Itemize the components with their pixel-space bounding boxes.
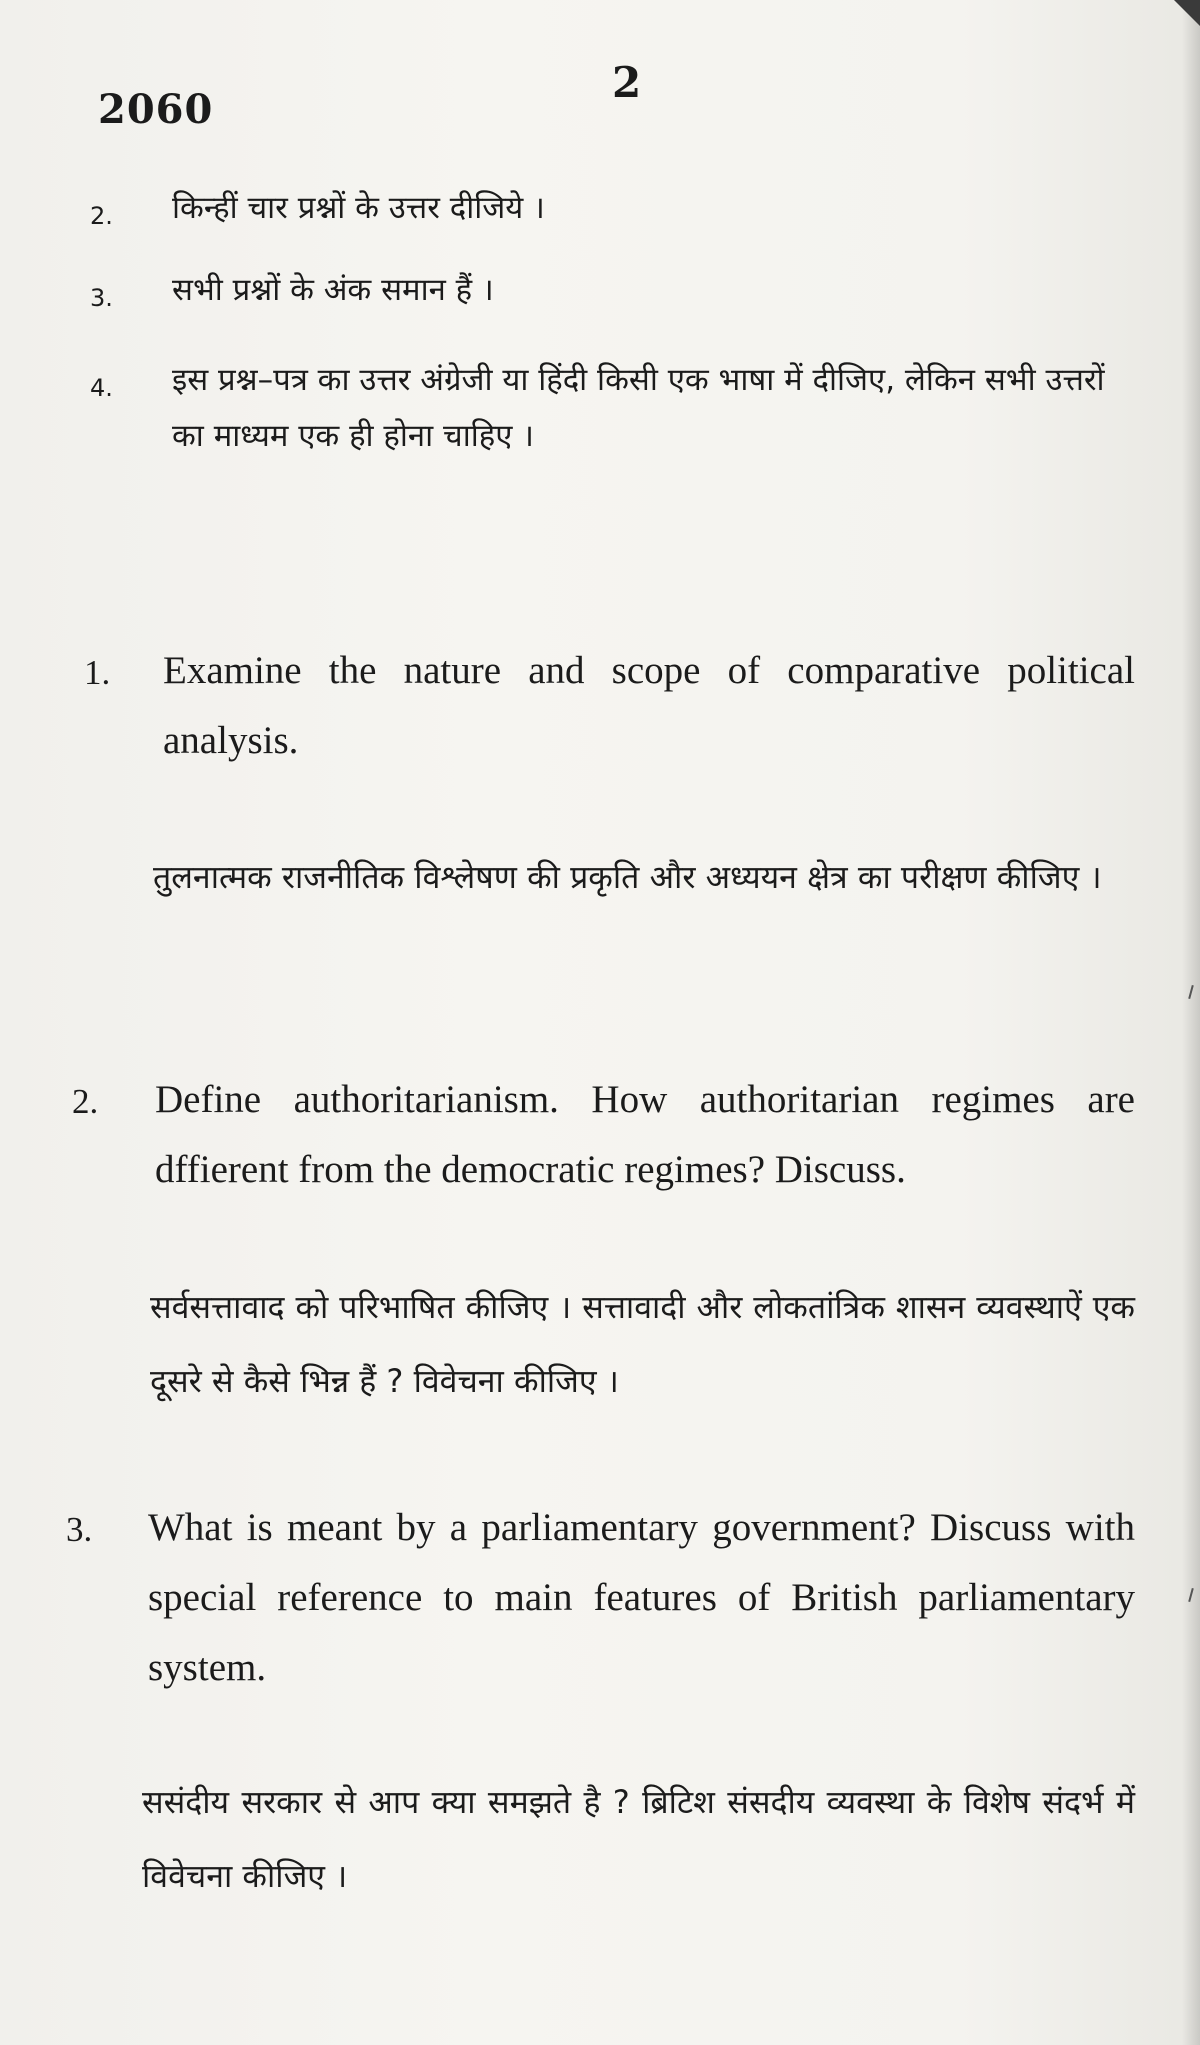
instruction-item: [90, 262, 1140, 318]
corner-fold-mark: [1174, 0, 1200, 26]
question-hindi-text: ससंदीय सरकार से आप क्या समझते है ? ब्रिटिश संसदीय व्यवस्था के विशेष संदर्भ में विवेचना कीजिए ।: [142, 1783, 1135, 1895]
question-hindi-text: सर्वसत्तावाद को परिभाषित कीजिए । सत्तावादी और लोकतांत्रिक शासन व्यवस्थाऐं एक दूसरे से कैसे भिन्न हैं ? विवेचना कीजिए ।: [150, 1288, 1135, 1400]
question-number: 2.: [72, 1082, 99, 1121]
paper-code: 2060: [98, 86, 214, 133]
question-number: 1.: [84, 653, 111, 692]
instruction-item: [90, 180, 1140, 236]
question-number: 3.: [66, 1510, 93, 1549]
instruction-number: 4.: [90, 374, 113, 402]
question-hindi-text: तुलनात्मक राजनीतिक विश्लेषण की प्रकृति और अध्ययन क्षेत्र का परीक्षण कीजिए ।: [153, 858, 1102, 896]
instruction-item: [90, 352, 1140, 464]
instruction-number: 2.: [90, 202, 113, 230]
instruction-text: इस प्रश्न–पत्र का उत्तर अंग्रेजी या हिंदी किसी एक भाषा में दीजिए, लेकिन सभी उत्तरों का माध्यम एक ही होना चाहिए ।: [172, 362, 1105, 454]
instruction-number: 3.: [90, 284, 113, 312]
page-number: 2: [612, 58, 642, 107]
instruction-text: सभी प्रश्नों के अंक समान हैं ।: [172, 272, 494, 308]
instruction-text: किन्हीं चार प्रश्नों के उत्तर दीजिये ।: [172, 190, 545, 226]
question-english-text: Define authoritarianism. How authoritarian regimes are dffierent from the democratic regimes? Discuss.: [155, 1078, 1135, 1191]
page-edge-shadow: [1182, 0, 1200, 2045]
question-english-text: Examine the nature and scope of comparative political analysis.: [163, 649, 1135, 762]
question-english-text: What is meant by a parliamentary government? Discuss with special reference to main features of British parliamentary system.: [148, 1506, 1135, 1689]
